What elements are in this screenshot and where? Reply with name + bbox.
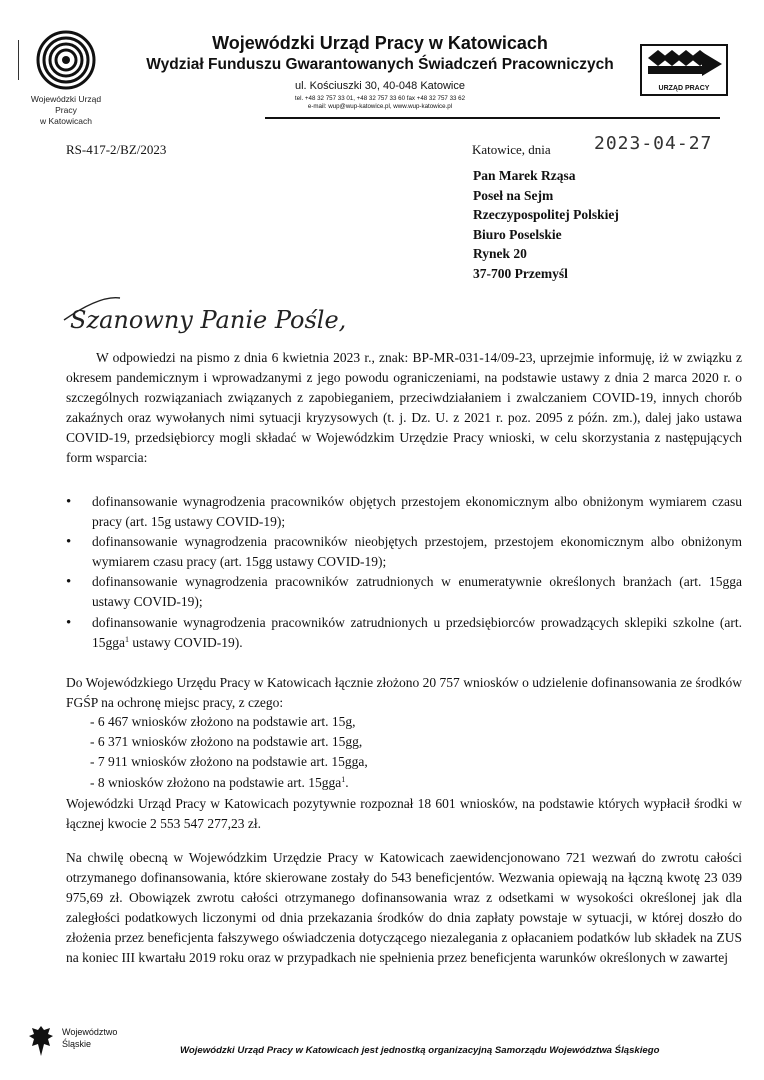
header-left-border [18, 40, 19, 80]
addressee-block [473, 166, 619, 284]
list-item: - 7 911 wniosków złożono na podstawie art. 15gga, [90, 754, 368, 770]
urzad-pracy-logo-icon [640, 44, 728, 96]
footer-woj-line1: Województwo [62, 1027, 118, 1037]
list-item: - 6 371 wniosków złożono na podstawie art. 15gg, [90, 734, 363, 750]
dash4-after: . [345, 774, 349, 790]
paragraph-4: Na chwilę obecną w Wojewódzkim Urzędzie Pracy w Katowicach zaewidencjonowano 721 wezwań do zwrotu całości otrzymanego dofinansowania, które skierowane zostały do 543 beneficjentów. Wezwania opiewają na łączną kwotę 23 039 975,69 zł. Obowiązek zwrotu całości otrzymanego dofinansowania wraz z odsetkami w wysokości określonej jak dla zaległości podatkowych liczonymi od dnia przekazania środków do dnia zapłaty powstaje w sytuacji, w której doszło do złożenia przez beneficjenta fałszywego oświadczenia dotyczącego niezalegania z opłacaniem podatków lub składek na ZUS na koniec III kwartału 2019 roku oraz w przypadkach nie spełnienia przez beneficjenta warunków określonych w zawartej [66, 850, 742, 966]
logo-right-label: URZĄD PRACY [658, 85, 710, 92]
addressee-line: Poseł na Sejm [473, 187, 554, 203]
list-item: • dofinansowanie wynagrodzenia pracowników objętych przestojem ekonomicznym albo obniżonym wymiarem czasu pracy (art. 15g ustawy COVID-19); [66, 492, 742, 532]
paragraph-2: Do Wojewódzkiego Urzędu Pracy w Katowicach łącznie złożono 20 757 wniosków o udzielenie dofinansowania ze środków FGŚP na ochronę miejsc pracy, z czego: [66, 675, 742, 711]
reference-number: RS-417-2/BZ/2023 [66, 142, 167, 157]
logo-left-line2: w Katowicach [40, 116, 92, 126]
footer-woj-line2: Śląskie [62, 1039, 92, 1049]
footer-text: Wojewódzki Urząd Pracy w Katowicach jest jednostką organizacyjną Samorządu Województwa Śląskiego [180, 1045, 660, 1056]
addressee-line: Biuro Poselskie [473, 226, 562, 242]
support-forms-list [66, 492, 742, 653]
list-item: - 6 467 wniosków złożono na podstawie art. 15g, [90, 714, 356, 729]
bullet4-before: dofinansowanie wynagrodzenia pracowników zatrudnionych u przedsiębiorców prowadzących sklepiki szkolne (art. 15gga [92, 614, 742, 650]
addressee-line: Pan Marek Rząsa [473, 168, 576, 183]
header-phones: tel. +48 32 757 33 01, +48 32 757 33 60 fax +48 32 757 33 62 [294, 95, 466, 102]
paragraph-3: Wojewódzki Urząd Pracy w Katowicach pozytywnie rozpoznał 18 601 wniosków, na podstawie których wypłacił środki w łącznej kwocie 2 553 547 277,23 zł. [66, 796, 742, 832]
addressee-line: Rynek 20 [473, 246, 527, 262]
addressee-line: Rzeczypospolitej Polskiej [473, 207, 619, 223]
applications-breakdown-list [90, 712, 368, 793]
header-rule [265, 117, 720, 119]
date-handwritten: 2023-04-27 [594, 133, 713, 154]
handwritten-salutation [60, 290, 380, 340]
silesia-eagle-emblem-icon [28, 1024, 54, 1058]
list-item: • dofinansowanie wynagrodzenia pracowników zatrudnionych w enumeratywnie określonych branżach (art. 15gga ustawy COVID-19); [66, 572, 742, 612]
dash4-before: - 8 wniosków złożono na podstawie art. 15gga [90, 774, 342, 790]
date-label: Katowice, dnia [472, 142, 551, 157]
paragraph-1: W odpowiedzi na pismo z dnia 6 kwietnia 2023 r., znak: BP-MR-031-14/09-23, uprzejmie informuję, iż w związku z okresem pandemicznym i wprowadzanymi z jego powodu ograniczeniami, na podstawie ustawy z dnia 2 marca 2020 r. o szczególnych rozwiązaniach związanych z zapobieganiem, przeciwdziałaniem i zwalczaniem COVID-19, innych chorób zakaźnych oraz wywołanych nimi sytuacji kryzysowych (t. j. Dz. U. z 2021 r. poz. 2095 z późn. zm.), dalej jako ustawa COVID-19, przedsiębiorcy mogli składać w Wojewódzkim Urzędzie Pracy wnioski, w celu skorzystania z następujących form wsparcia: [66, 350, 742, 466]
header-title: Wojewódzki Urząd Pracy w Katowicach [212, 33, 548, 53]
salutation-text: Szanowny Panie Pośle, [70, 306, 347, 334]
bullet4-after: ustawy COVID-19). [129, 634, 243, 650]
header-address: ul. Kościuszki 30, 40-048 Katowice [295, 80, 465, 92]
bullet4-sup: 1 [125, 634, 129, 644]
list-item [90, 773, 368, 793]
addressee-line: 37-700 Przemyśl [473, 265, 568, 281]
dash4-sup: 1 [341, 774, 346, 784]
footer-voivodeship [62, 1026, 117, 1050]
list-item [66, 613, 742, 653]
header-email: e-mail: wup@wup-katowice.pl, www.wup-katowice.pl [307, 103, 453, 110]
list-item: • dofinansowanie wynagrodzenia pracowników nieobjętych przestojem, przestojem ekonomicznym albo obniżonym wymiarem czasu pracy (art. 15gg ustawy COVID-19); [66, 532, 742, 572]
logo-left-caption [20, 94, 112, 127]
wup-circle-logo-icon [36, 30, 96, 90]
logo-left-line1: Wojewódzki Urząd Pracy [30, 94, 102, 115]
header-subtitle: Wydział Funduszu Gwarantowanych Świadczeń Pracowniczych [146, 56, 614, 73]
